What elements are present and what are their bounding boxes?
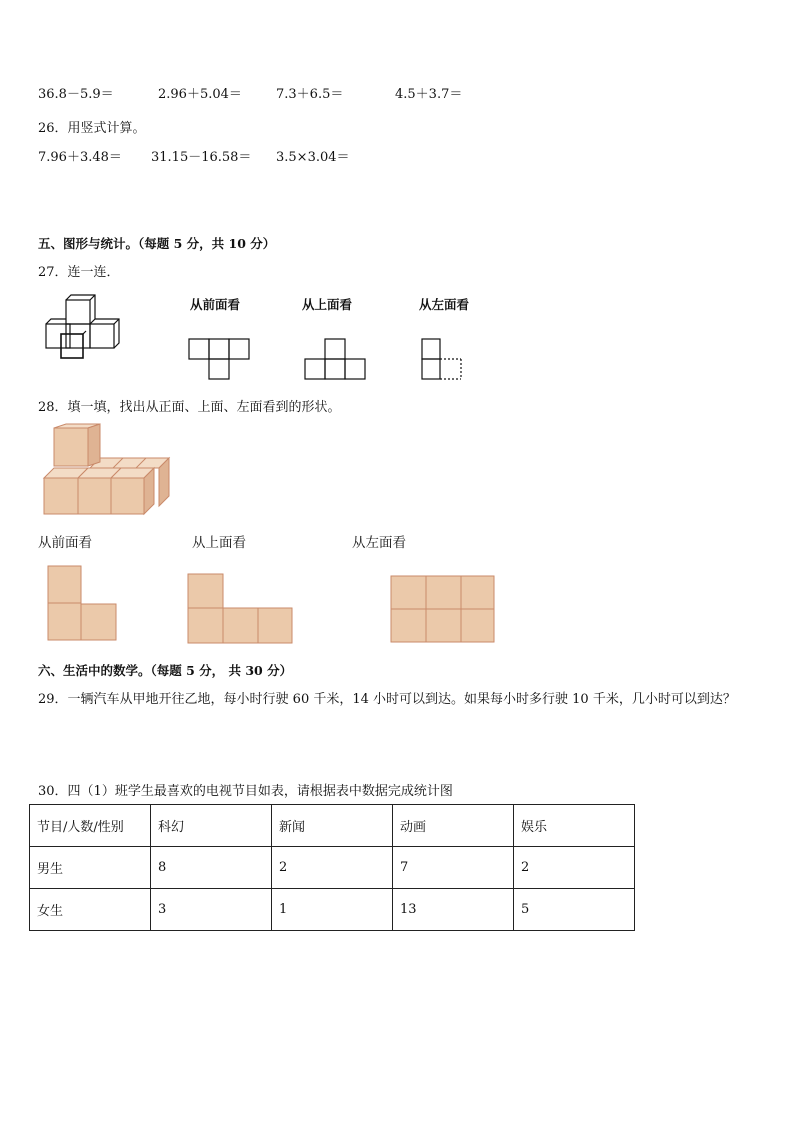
q28-top-view-shape	[187, 573, 295, 645]
section-6-heading: 六、生活中的数学。（每题 5 分， 共 30 分）	[38, 663, 293, 678]
table-cell: 3	[151, 889, 272, 931]
q27-left-view-shape	[421, 338, 465, 382]
table-cell: 5	[514, 889, 635, 931]
q27-view-left-label: 从左面看	[419, 297, 470, 312]
q27-cube-stack-drawing	[40, 292, 130, 362]
q27-view-front-label: 从前面看	[190, 297, 241, 312]
q28-view-left-label: 从左面看	[352, 535, 406, 551]
table-cell: 7	[393, 847, 514, 889]
q27-view-top-label: 从上面看	[302, 297, 353, 312]
table-header-cell: 新闻	[272, 805, 393, 847]
table-header-row	[30, 805, 635, 847]
table-header-cell: 娱乐	[514, 805, 635, 847]
table-header-cell: 节目/人数/性别	[30, 805, 151, 847]
calc-item: 4.5＋3.7＝	[395, 87, 463, 102]
table-row	[30, 889, 635, 931]
q28-view-front-label: 从前面看	[38, 535, 92, 551]
q28-front-view-shape	[47, 565, 119, 643]
q27-title: 27．连一连．	[38, 265, 120, 280]
table-cell: 女生	[30, 889, 151, 931]
q27-front-view-shape	[188, 338, 250, 382]
q28-cube-stack-drawing	[42, 424, 172, 516]
calc-item: 2.96＋5.04＝	[158, 87, 242, 102]
tv-program-table	[29, 804, 635, 931]
table-cell: 2	[272, 847, 393, 889]
q27-top-view-shape	[304, 338, 366, 382]
q28-view-top-label: 从上面看	[192, 535, 246, 551]
table-cell: 1	[272, 889, 393, 931]
calc-item: 7.3＋6.5＝	[276, 87, 344, 102]
table-cell: 男生	[30, 847, 151, 889]
table-cell: 2	[514, 847, 635, 889]
q28-left-view-shape	[390, 575, 498, 645]
vertical-calc-item: 7.96＋3.48＝	[38, 150, 122, 165]
table-header-cell: 动画	[393, 805, 514, 847]
table-header-cell: 科幻	[151, 805, 272, 847]
table-cell: 13	[393, 889, 514, 931]
q30-title: 30．四（1）班学生最喜欢的电视节目如表，请根据表中数据完成统计图	[38, 784, 453, 799]
table-cell: 8	[151, 847, 272, 889]
vertical-calc-item: 3.5×3.04＝	[276, 150, 350, 165]
table-row	[30, 847, 635, 889]
section-5-heading: 五、图形与统计。（每题 5 分，共 10 分）	[38, 236, 276, 251]
vertical-calc-item: 31.15－16.58＝	[151, 150, 252, 165]
q29-text: 29．一辆汽车从甲地开往乙地，每小时行驶 60 千米，14 小时可以到达。如果每小时多行驶 10 千米，几小时可以到达？	[38, 692, 736, 707]
calc-item: 36.8－5.9＝	[38, 87, 114, 102]
q26-title: 26．用竖式计算。	[38, 121, 146, 136]
q28-title: 28．填一填，找出从正面、上面、左面看到的形状。	[38, 400, 341, 415]
